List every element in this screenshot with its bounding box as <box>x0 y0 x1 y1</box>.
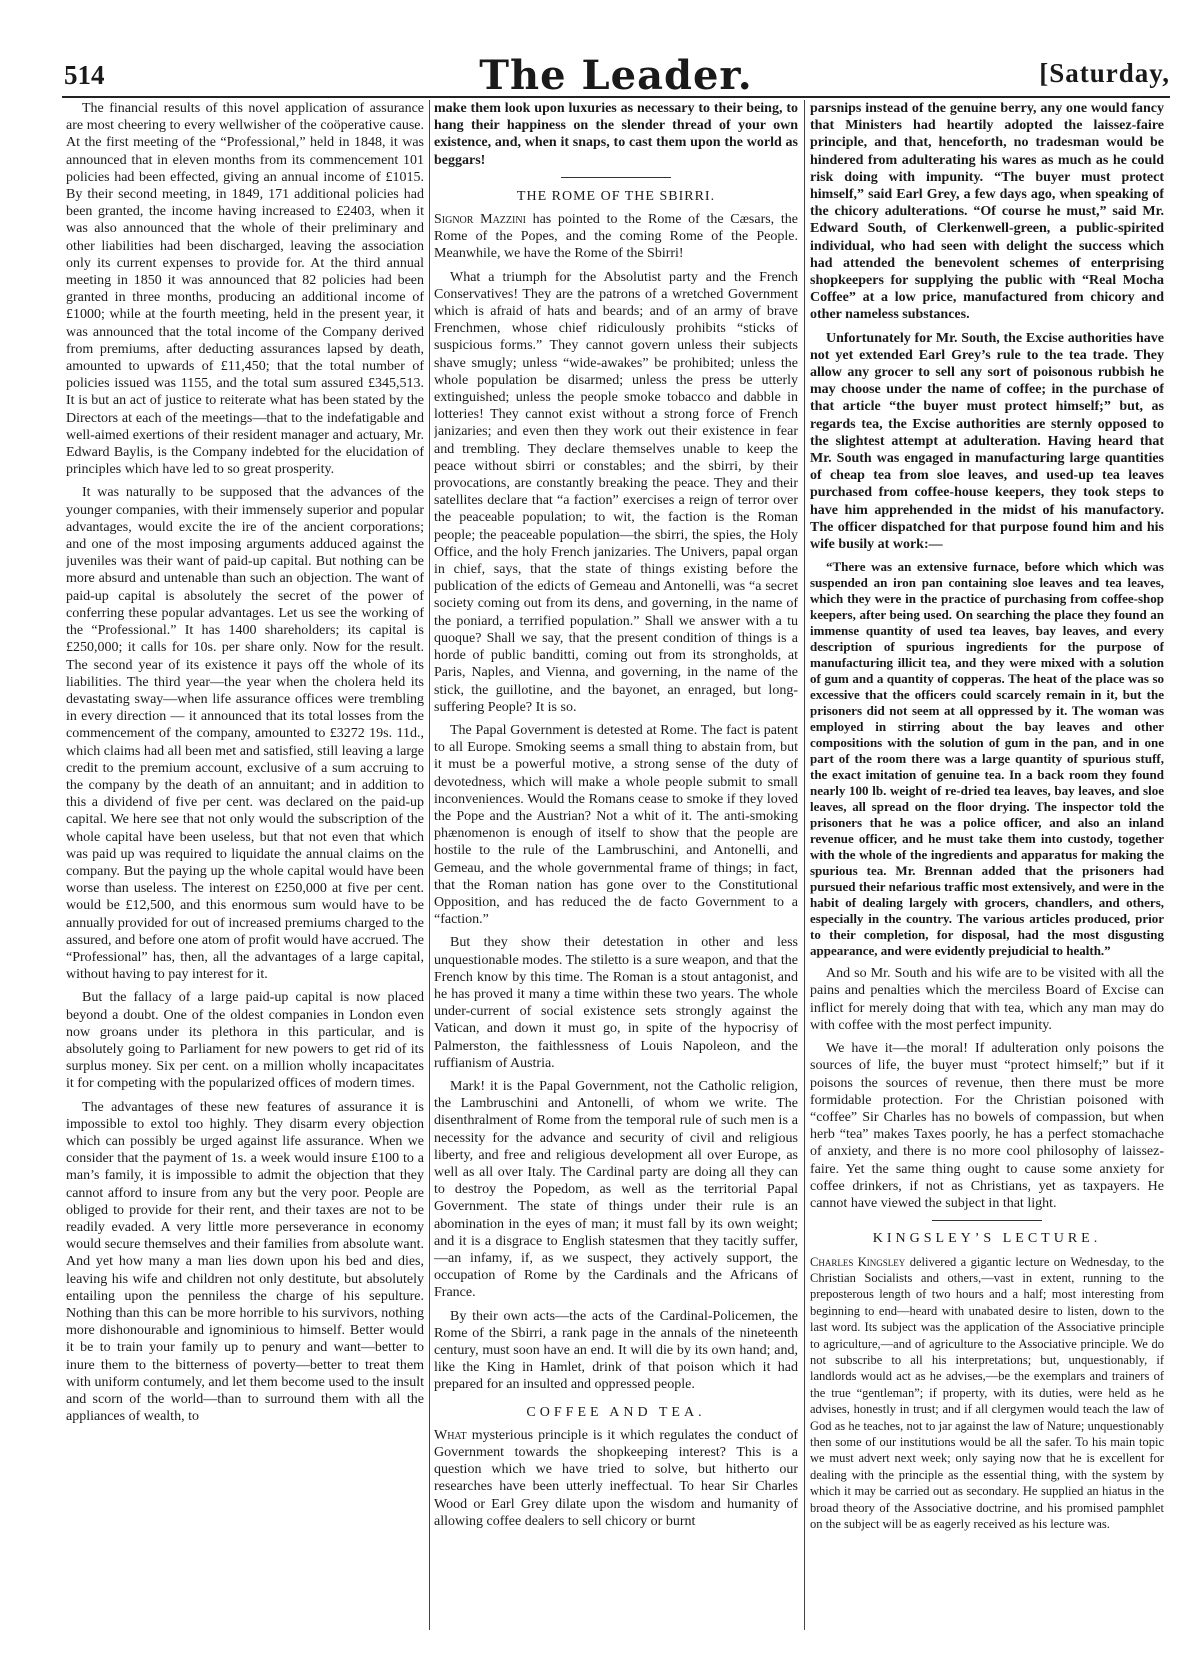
header-rule <box>62 96 1170 98</box>
paragraph: But they show their detestation in other and less unquestionable modes. The stiletto is a sure weapon, and that the French know by this time. The Roman is a stout antagonist, and he has proved it many a time within these two years. The whole under-current of social existence sets strongly against the Vatican, and down it must go, in spite of the hypocrisy of Palmerston, the faithlessness of Louis Napoleon, and the ruffianism of Austria. <box>434 935 798 1071</box>
dayline: [Saturday, <box>1039 58 1170 88</box>
paragraph-text: delivered a gigantic lecture on Wednesday, to the Christian Socialists and others,—vast in extent, running to the preposterous length of two hours and a half; most interesting from beginning to end—heard with unabated desire to listen, down to the last word. Its subject was the application of the Associative principle to agriculture,—and of agriculture to the Associative principle. We do not subscribe to all his interpretations; but, unquestionably, if landlords would act as he advises,—be the exemplars and trainers of the true “gentleman”; if property, with its duties, were held as he advises, honestly in trust; and if all clergymen would teach the law of God as he teaches, not to jar against the law of Nature; unquestionably then some of our institutions would be all the safer. To his main topic we must advert next week; only saying now that he is excellent for dealing with the principle as the essential thing, with the system by which it may be carried out as secondary. He supplied an hiatus in the broad theory of the Associative doctrine, and his promised pamphlet on the subject will be as eagerly received as his lecture was. <box>810 1254 1164 1532</box>
column-2 <box>434 100 798 1630</box>
masthead-title: The Leader. <box>479 52 753 99</box>
paragraph: It was naturally to be supposed that the advances of the younger companies, with their immensely superior and popular advantages, would excite the ire of the ancient corporations; and one of the most imposing arguments adduced against the juveniles was their want of paid-up capital. But nothing can be more absurd and untenable than such an objection. The want of paid-up capital is absolutely the secret of the power of conferring these popular advantages. Let us see the working of the “Professional.” It has 1400 shareholders; its capital is £250,000; it calls for 10s. per share only. Now for the result. The second year of its existence it pays off the whole of its liabilities. The third year—the year when the cholera held its devastating sway—when life assurance offices were trembling in every direction — it announced that its total losses from the commencement of the company, amounted to £3272 19s. 11d., which claims had all been met and satisfied, still leaving a large credit to the premium account, exclusive of a sum accruing to the company by the death of an annuitant; and in addition to this a dividend of five per cent. was declared on the paid-up capital. We here see that not only would the subscription of the whole capital have been useless, but that not even that which was paid up was required to liquidate the annual claims on the company. But the paying up the whole capital would have been worse than useless. The interest on £250,000 at five per cent. would be £12,500, and this enormous sum would have to be annually provided for out of increased premiums charged to the assured, and before one atom of profit would have accrued. The “Professional” has, then, all the advantages of a large capital, without having to pay interest for it. <box>66 485 424 983</box>
paragraph: The advantages of these new features of assurance it is impossible to extol too highly. They disarm every objection which can possibly be urged against life assurance. When we consider that the payment of 1s. a week would insure £100 to a man’s family, it is impossible to admit the objection that they cannot afford to insure from any but the very poor. People are obliged to provide for their rent, and their taxes are not to be readily evaded. A very little more perseverance in economy would secure themselves and their families from absolute want. And yet how many a man lies down upon his bed and dies, leaving his wife and children not only destitute, but absolutely entailing upon the penniless the charge of his sepulture. Nothing than this can be more horrible to his survivors, nothing more dishonourable and ignominious to himself. Better would it be to train your family up to penury and want—better to inure them to the bitterness of poverty—better to treat them with uniform contumely, and let them become used to the insult and scorn of the world—than to surround them with all the appliances of wealth, to <box>66 1099 424 1425</box>
page-header <box>62 50 1170 98</box>
paragraph: What a triumph for the Absolutist party and the French Conservatives! They are the patrons of a wretched Government which is afraid of hats and beards; and of an army of brave Frenchmen, whose chief ridiculously prohibits “sticks of suspicious forms.” They cannot govern unless their subjects shave smugly; unless “wide-awakes” be prohibited; unless the whole population be disarmed; unless the press be utterly extinguished; unless the people smoke tobacco and dabble in lotteries! They cannot exist without a strong force of French janizaries; and even then they work out their existence in fear and trembling. They declare themselves unable to keep the peace without sbirri or constables; and the sbirri, by their provocations, are constantly breaking the peace. They and their satellites declare that “a faction” exercises a reign of terror over the peaceable population; to wit, the faction is the Roman people; the peaceable population—the sbirri, the spies, the Holy Office, and the holy French janizaries. The Univers, papal organ in chief, says, that the state of things existing before the publication of the edicts of Gemeau and Antonelli, was “a secret society coming out from its dens, and governing, in the name of the poniard, a terrified population.” Shall we answer with a tu quoque? Shall we say, that the present condition of things is a horde of public banditti, coming out from its strongholds, at Paris, Naples, and Vienna, and governing, in the name of the stick, the guillotine, and the bayonet, an enraged, but long-suffering People? It is so. <box>434 269 798 715</box>
paragraph <box>434 1427 798 1530</box>
lead-words: Charles Kingsley <box>810 1254 906 1269</box>
quoted-paragraph: “There was an extensive furnace, before which which was suspended an iron pan containing sloe leaves and tea leaves, which they were in the practice of purchasing from coffee-shop keepers, after being used. On searching the place they found an immense quantity of used tea leaves, bay leaves, and every description of spurious ingredients for the purpose of manufacturing illicit tea, and they were mixed with a solution of gum and a quantity of copperas. The heat of the place was so excessive that the officers could scarcely remain in it, but the prisoners did not seem at all oppressed by it. The woman was employed in stirring about the bay leaves and other compositions with the solution of gum in the pan, and in one part of the room there was a large quantity of spurious stuff, the exact imitation of genuine tea. In a back room they found nearly 100 lb. weight of re-dried tea leaves, bay leaves, and sloe leaves, all spread on the floor drying. The inspector told the prisoners that he was a police officer, and also an inland revenue officer, and he must take them into custody, together with the whole of the ingredients and apparatus for making the spurious tea. Mr. Brennan added that the prisoners had pursued their nefarious traffic most extensively, and were in the habit of dealing largely with grocers, chandlers, and others, especially in the country. The various articles produced, prior to their completion, for disposal, had the most disgusting appearance, and were evidently prejudicial to health.” <box>810 559 1164 959</box>
paragraph: We have it—the moral! If adulteration only poisons the sources of life, the buyer must “protect himself;” but if it poisons the sources of revenue, then there must be more formidable protection. For the Christian poisoned with “coffee” Sir Charles has no bowels of compassion, but when herb “tea” makes Taxes poorly, he has a perfect stomachache of anxiety, and there is no more cool philosophy of laissez-faire. Yet the same thing ought to cause some anxiety for coffee drinkers, if not as Christians, yet as taxpayers. He cannot have viewed the subject in that light. <box>810 1041 1164 1211</box>
paragraph: parsnips instead of the genuine berry, any one would fancy that Ministers had heartily adopted the laissez-faire principle, and that, henceforth, no tradesman would be hindered from adulterating his wares as much as he could risk doing with impunity. “The buyer must protect himself,” said Earl Grey, a few days ago, when speaking of the chicory adulterations. “Of course he must,” said Mr. Edward South, of Clerkenwell-green, a public-spirited individual, who had seen with delight the success which had attended the benevolent schemes of enterprising shopkeepers for supplying the public with “Real Mocha Coffee” at a low price, manufactured from chicory and other nameless substances. <box>810 101 1164 323</box>
lead-words: Signor Mazzini <box>434 212 526 228</box>
section-heading: KINGSLEY’S LECTURE. <box>872 1231 1102 1247</box>
column-1 <box>66 100 424 1630</box>
lead-words: What <box>434 1427 467 1443</box>
column-3 <box>810 100 1164 1630</box>
paragraph: The financial results of this novel application of assurance are most cheering to every wellwisher of the coöperative cause. At the first meeting of the “Professional,” held in 1848, it was announced that in eleven months from its commencement 101 policies had been effected, giving an annual income of £1015. By their second meeting, in 1849, 171 additional policies had been granted, the income having increased to £2403, when it was also announced that the whole of their preliminary and other liabilities had been discharged, leaving the association only its current expenses to provide for. At the third annual meeting in 1850 it was announced that 82 policies had been granted in three months, producing an additional income of £1000; while at the fourth meeting, held in the present year, it was announced that the total income of the Company derived from premiums, after deducting assurances lapsed by death, amounted to upwards of £11,450; that the total number of policies issued was 1155, and the total sum assured £345,513. It is but an act of justice to reiterate what has been stated by the Directors at each of the meetings—that to the indefatigable and well-aimed exertions of their resident manager and actuary, Mr. Edward Baylis, is the Company indebted for the elucidation of principles which have led to so great prosperity. <box>66 101 424 478</box>
paragraph: And so Mr. South and his wife are to be visited with all the pains and penalties which the merciless Board of Excise can inflict for merely doing that with tea, which any man may do with coffee with the most perfect impunity. <box>810 966 1164 1033</box>
column-divider <box>804 100 805 1630</box>
paragraph: But the fallacy of a large paid-up capital is now placed beyond a doubt. One of the oldest companies in London even now groans under its plethora in this particular, and is absolutely going to Parliament for new powers to get rid of its surplus money. Six per cent. on a million wholly incapacitates it for competing with the popularized offices of modern times. <box>66 990 424 1092</box>
paragraph: By their own acts—the acts of the Cardinal-Policemen, the Rome of the Sbirri, a rank page in the annals of the nineteenth century, must soon have an end. It will die by its own hand; and, like the King in Hamlet, drink of that poison which it had prepared for an insulted and oppressed people. <box>434 1308 798 1393</box>
section-heading: THE ROME OF THE SBIRRI. <box>516 188 716 204</box>
paragraph: The Papal Government is detested at Rome. The fact is patent to all Europe. Smoking seems a small thing to abstain from, but it must be a powerful motive, a strong sense of the duty of devotedness, which will make a whole people submit to small inconveniences. Would the Romans cease to smoke if they loved the Pope and the Austrian? Not a whit of it. The anti-smoking phænomenon is enough of itself to show that the people are hostile to the rule of the Lambruschini, and Antonelli, and Gemeau, and the whole governmental frame of things; in fact, that the Roman nation has gone over to the Constitutional Opposition, and has reduced the de facto Government to a “faction.” <box>434 722 798 928</box>
paragraph-text: has pointed to the Rome of the Cæsars, the Rome of the Popes, and the coming Rome of the People. Meanwhile, we have the Rome of the Sbirri! <box>434 212 798 262</box>
paragraph <box>434 211 798 263</box>
section-heading: COFFEE AND TEA. <box>526 1404 706 1420</box>
paragraph-text: mysterious principle is it which regulates the conduct of Government towards the shopkeeping interest? This is a question which we have tried to solve, but hitherto our researches have been utterly ineffectual. To hear Sir Charles Wood or Earl Grey dilate upon the wisdom and humanity of allowing coffee dealers to sell chicory or burnt <box>434 1427 798 1529</box>
paragraph: Mark! it is the Papal Government, not the Catholic religion, the Lambruschini and Antonelli, of whom we write. The disenthralment of Rome from the temporal rule of such men is a necessity for the advance and security of civil and religious liberty, and free and religious development all over Europe, as well as all over Italy. The Cardinal party are doing all they can to destroy the Popedom, as well as the territorial Papal Government. The state of things under their rule is an abomination in the eyes of man; it must fall by its own weight; and it is a disgrace to English statesmen that they tacitly suffer,—an infamy, if, as we suspect, they actively support, the occupation of Rome by the Cardinals and the Africans of France. <box>434 1078 798 1301</box>
section-rule <box>561 177 671 178</box>
page-number: 514 <box>64 60 105 90</box>
paragraph: Unfortunately for Mr. South, the Excise authorities have not yet extended Earl Grey’s rule to the tea trade. They allow any grocer to sell any sort of poisonous rubbish he may choose under the name of coffee; in the purchase of that article “the buyer must protect himself;” but, as regards tea, the Excise authorities are sternly opposed to the slightest attempt at adulteration. Having heard that Mr. South was engaged in manufacturing large quantities of cheap tea from sloe leaves, and used-up tea leaves purchased from coffee-house keepers, they took steps to have him apprehended in the midst of his manufactory. The officer dispatched for that purpose found him and his wife busily at work:— <box>810 330 1164 553</box>
paragraph <box>810 1254 1164 1533</box>
column-divider <box>429 100 430 1630</box>
paragraph: make them look upon luxuries as necessary to their being, to hang their happiness on the slender thread of your own existence, and, when it snaps, to cast them upon the world as beggars! <box>434 101 798 168</box>
section-rule <box>932 1220 1042 1221</box>
